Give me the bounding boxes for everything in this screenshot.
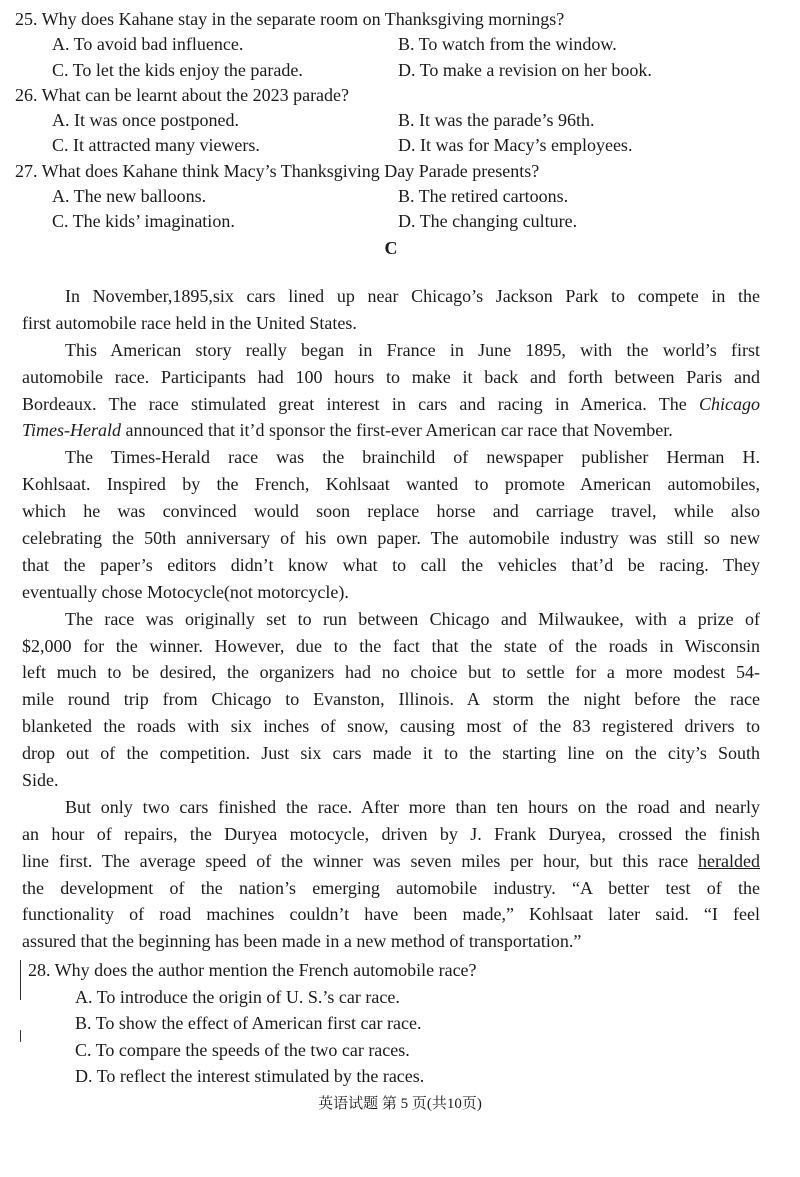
option-b: B. It was the parade’s 96th.	[398, 110, 595, 131]
text: the development of the nation’s emerging automobile industry. “A better test of the	[22, 877, 760, 898]
paragraph	[22, 283, 760, 337]
option-c: C. To compare the speeds of the two car races.	[75, 1039, 410, 1060]
option-c: C. To let the kids enjoy the parade.	[52, 59, 303, 80]
text-line	[22, 659, 760, 686]
text: drop out of the competition. Just six cars made it to the starting line on the city’s South	[22, 743, 760, 764]
reading-passage	[22, 283, 760, 955]
italic-title: Chicago	[699, 393, 760, 414]
text-line	[22, 310, 760, 337]
text: In November,1895,six cars lined up near Chicago’s Jackson Park to compete in the	[65, 286, 760, 306]
text-line	[22, 498, 760, 525]
text-line	[22, 444, 760, 471]
text-line	[22, 337, 760, 364]
question-25	[15, 7, 775, 83]
text: The Times-Herald race was the brainchild of newspaper publisher Herman H.	[65, 447, 760, 468]
paragraph	[22, 606, 760, 794]
option-d: D. It was for Macy’s employees.	[398, 135, 633, 156]
text: that the paper’s editors didn’t know what to call the vehicles that’d be racing. They	[22, 554, 760, 575]
option-a: A. To introduce the origin of U. S.’s car race.	[75, 986, 400, 1007]
text: celebrating the 50th anniversary of his own paper. The automobile industry was still so new	[22, 528, 760, 549]
text-line	[22, 794, 760, 821]
text-line	[22, 875, 760, 902]
text-line	[22, 901, 760, 928]
scan-margin-line	[20, 1030, 21, 1042]
question-26	[15, 83, 775, 159]
text: $2,000 for the winner. However, due to the fact that the state of the roads in Wisconsin	[22, 635, 760, 656]
italic-title: Times-Herald	[22, 420, 121, 441]
section-heading: C	[384, 237, 398, 258]
question-28	[28, 957, 768, 1090]
text: automobile race. Participants had 100 hours to make it back and forth between Paris and	[22, 366, 760, 387]
option-d: D. To make a revision on her book.	[398, 59, 652, 80]
text-line	[22, 713, 760, 740]
text: assured that the beginning has been made in a new method of transportation.”	[22, 931, 582, 952]
question-stem: 26. What can be learnt about the 2023 parade?	[15, 84, 350, 105]
question-stem: 27. What does Kahane think Macy’s Thanksgiving Day Parade presents?	[15, 160, 540, 181]
paragraph	[22, 444, 760, 605]
text: Kohlsaat. Inspired by the French, Kohlsaat wanted to promote American automobiles,	[22, 474, 760, 495]
text: which he was convinced would soon replace horse and carriage travel, while also	[22, 501, 760, 522]
option-a: A. The new balloons.	[52, 186, 207, 207]
text-line	[22, 283, 760, 310]
questions-25-27	[15, 7, 775, 261]
text-line	[22, 767, 760, 794]
text-line	[22, 391, 760, 418]
question-stem: 25. Why does Kahane stay in the separate room on Thanksgiving mornings?	[15, 9, 565, 29]
paragraph	[22, 794, 760, 955]
text-line	[22, 417, 760, 444]
underlined-word: heralded	[698, 850, 760, 871]
text: line first. The average speed of the winner was seven miles per hour, but this race	[22, 850, 699, 871]
text-line	[22, 821, 760, 848]
option-b: B. To watch from the window.	[398, 34, 617, 55]
text-line	[22, 606, 760, 633]
text: eventually chose Motocycle(not motorcycle).	[22, 581, 349, 602]
text: The race was originally set to run between Chicago and Milwaukee, with a prize of	[65, 608, 760, 629]
text-line	[22, 364, 760, 391]
text-line	[22, 525, 760, 552]
text-line	[22, 848, 760, 875]
text: Bordeaux. The race stimulated great interest in cars and racing in America. The	[22, 393, 699, 414]
text-line	[22, 928, 760, 955]
option-d: D. To reflect the interest stimulated by the races.	[75, 1066, 425, 1086]
text-line	[22, 471, 760, 498]
text-line	[22, 686, 760, 713]
text: an hour of repairs, the Duryea motocycle, driven by J. Frank Duryea, crossed the finish	[22, 823, 760, 844]
scan-margin-line	[20, 960, 21, 1000]
option-b: B. To show the effect of American first car race.	[75, 1013, 422, 1033]
text: left much to be desired, the organizers had no choice but to settle for a more modest 54-	[22, 662, 760, 683]
text-line	[22, 740, 760, 767]
paragraph	[22, 337, 760, 445]
text-line	[22, 633, 760, 660]
text: first automobile race held in the United States.	[22, 312, 357, 333]
option-b: B. The retired cartoons.	[398, 186, 569, 207]
option-c: C. The kids’ imagination.	[52, 211, 235, 232]
text: This American story really began in France in June 1895, with the world’s first	[65, 339, 760, 360]
text: But only two cars finished the race. After more than ten hours on the road and nearly	[65, 796, 760, 817]
option-a: A. To avoid bad influence.	[52, 34, 244, 55]
text: functionality of road machines couldn’t have been made,” Kohlsaat later said. “I feel	[22, 904, 760, 925]
option-a: A. It was once postponed.	[52, 110, 239, 131]
question-27	[15, 159, 775, 235]
text-line	[22, 579, 760, 606]
text: announced that it’d sponsor the first-ever American car race that November.	[121, 420, 673, 441]
text-line	[22, 552, 760, 579]
page-footer: 英语试题 第 5 页(共10页)	[318, 1096, 482, 1112]
text: blanketed the roads with six inches of snow, causing most of the 83 registered drivers to	[22, 716, 760, 737]
text: Side.	[22, 770, 59, 791]
option-d: D. The changing culture.	[398, 211, 578, 232]
option-c: C. It attracted many viewers.	[52, 135, 260, 156]
text: mile round trip from Chicago to Evanston, Illinois. A storm the night before the race	[22, 689, 760, 710]
question-stem: 28. Why does the author mention the French automobile race?	[28, 960, 477, 980]
